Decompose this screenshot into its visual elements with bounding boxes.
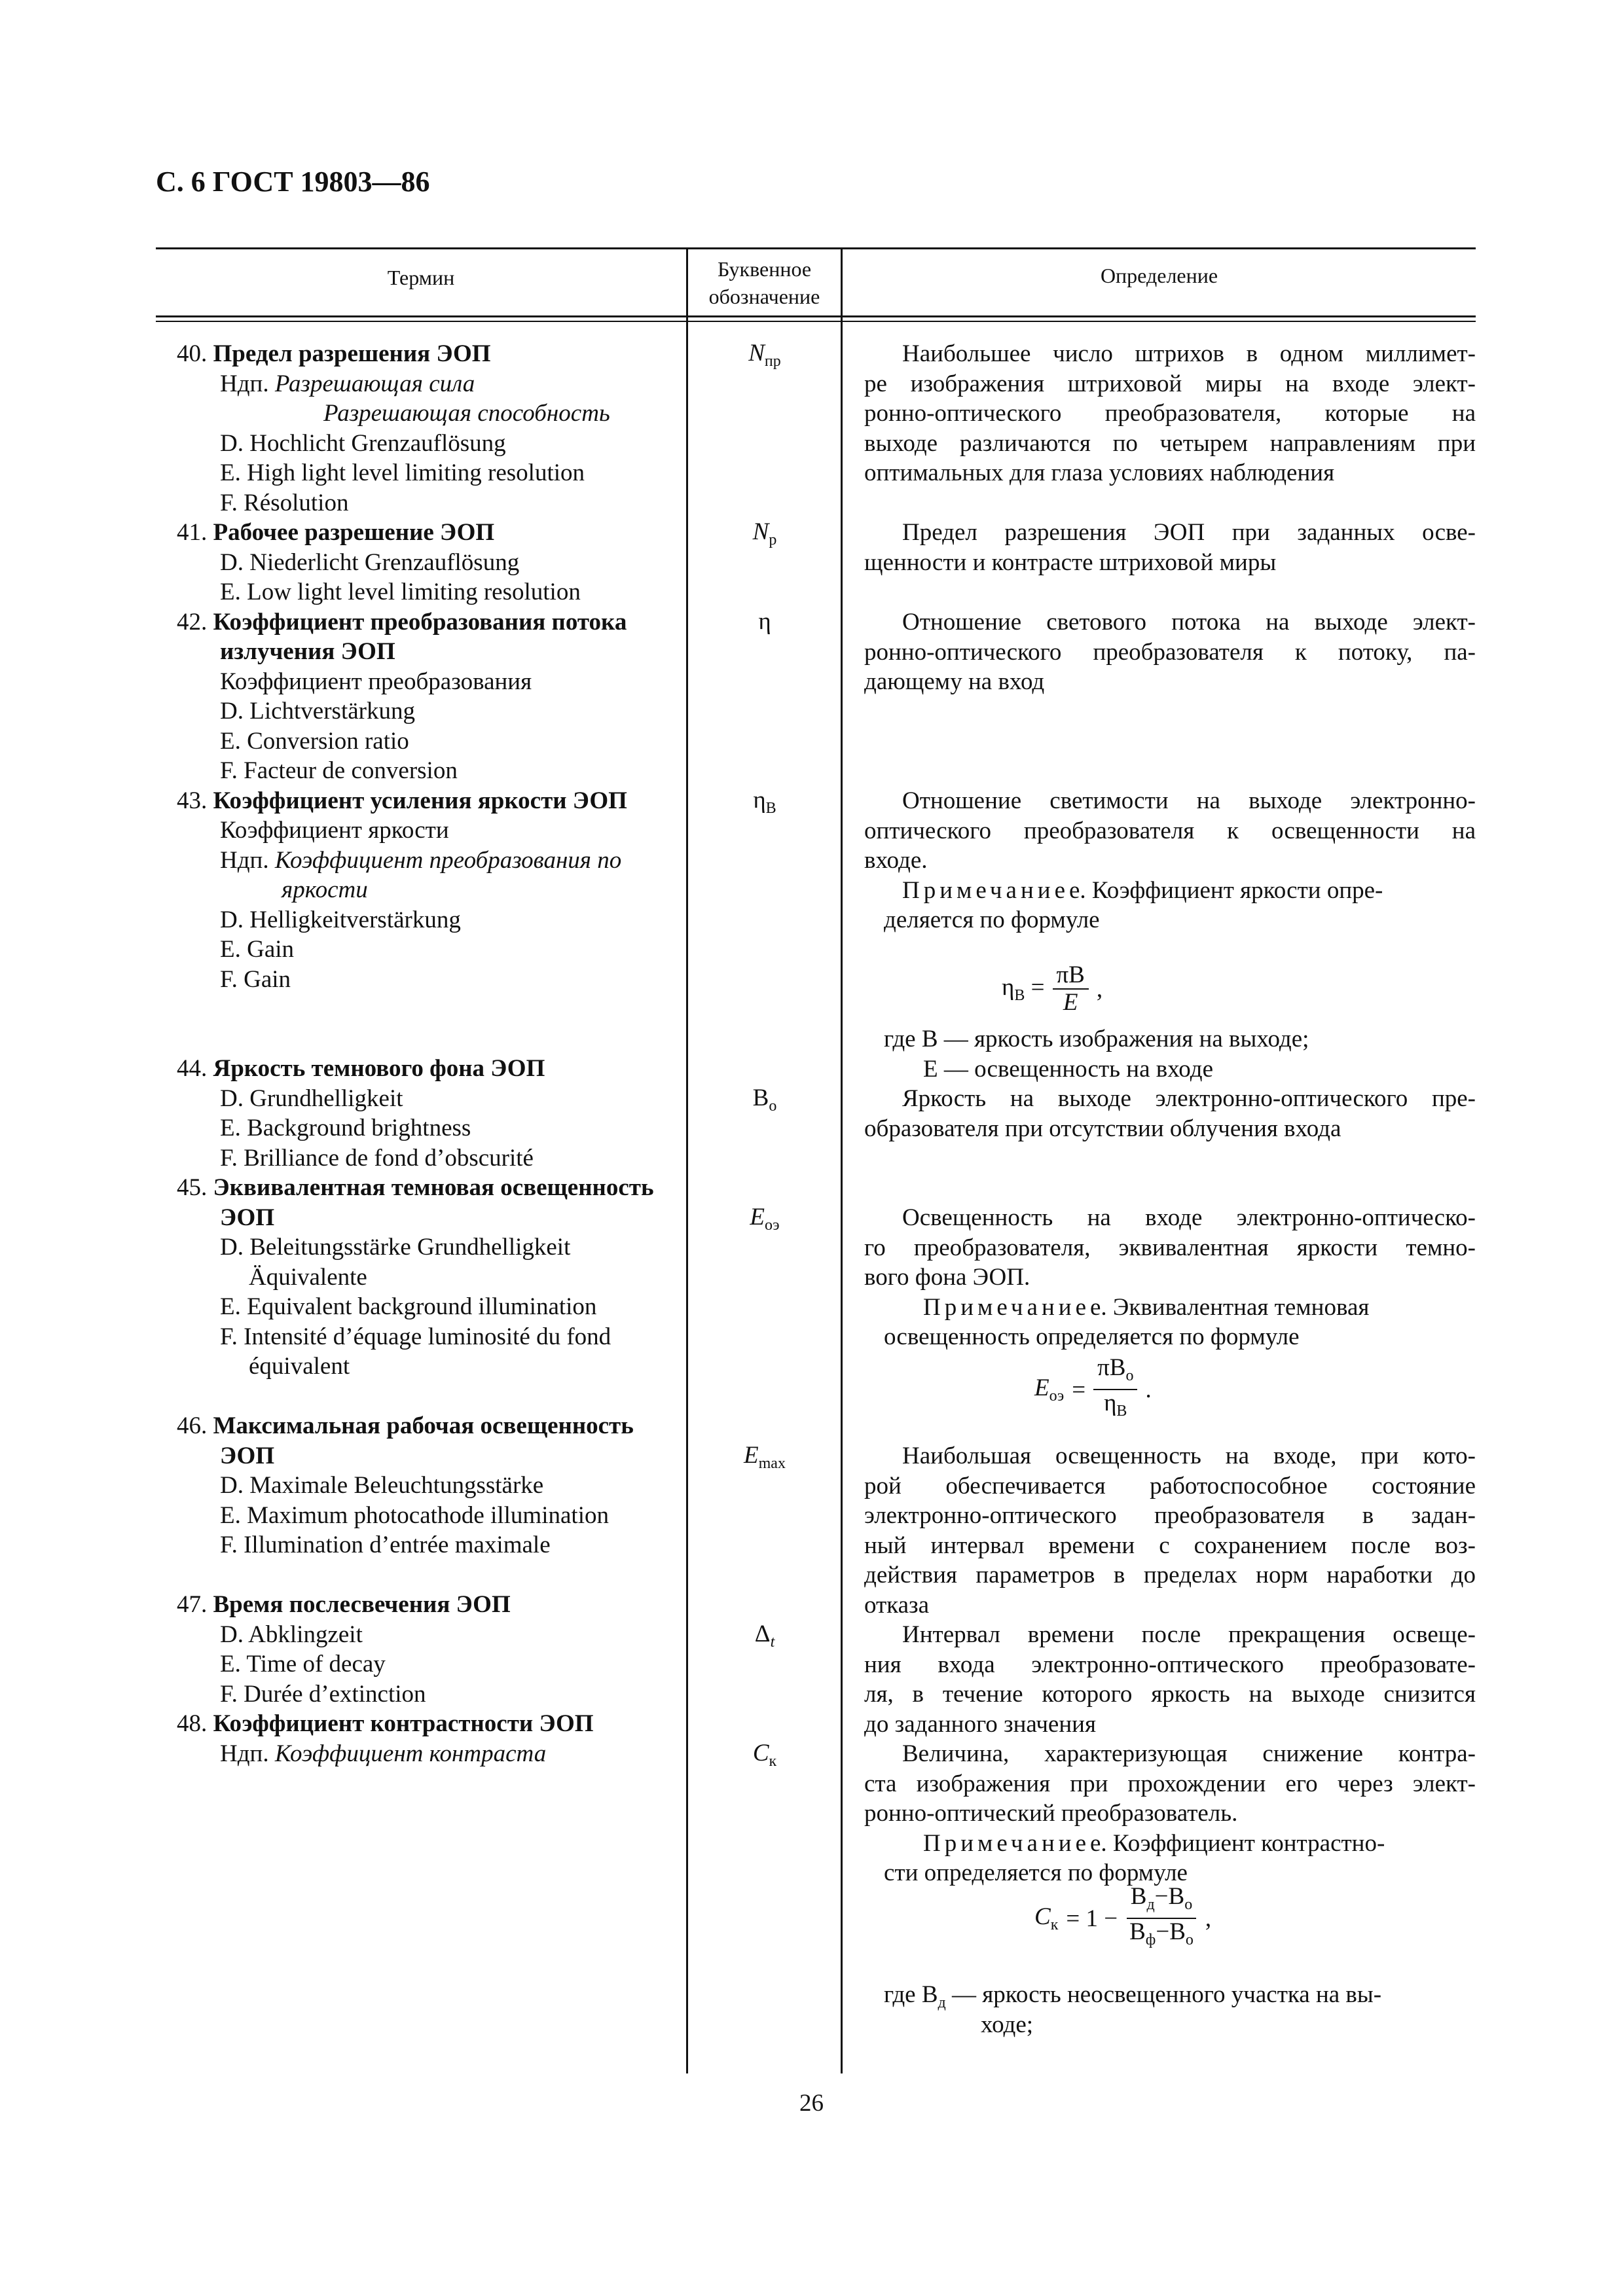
symbol-43: $\eta_В$	[753, 787, 776, 817]
table-header-rule-2	[156, 321, 1476, 322]
formula-43: $\eta_В$ = $\frac{\pi B}{E}$ ,	[1002, 961, 1103, 1016]
term-40-line: E. High light level limiting resolution	[220, 459, 585, 486]
term-42-title: 42. Коэффициент преобразования потока	[177, 608, 627, 636]
term-44-line: D. Grundhelligkeit	[220, 1085, 403, 1112]
term-43-line: Коэффициент яркости	[220, 817, 449, 844]
note-label: Примечание	[902, 876, 1069, 904]
term-40-line: Разрешающая способность	[323, 400, 610, 427]
term-46-line: F. Illumination d’entrée maximale	[220, 1532, 551, 1558]
page-number: 26	[799, 2090, 824, 2117]
term-47-line: E. Time of decay	[220, 1651, 386, 1677]
term-column	[177, 339, 687, 1768]
column-header-symbol: Буквенное обозначение	[708, 257, 820, 308]
term-47-line: F. Durée d’extinction	[220, 1680, 426, 1708]
term-45-line: ЭОП	[220, 1204, 275, 1231]
where-48: где $B_д$ — яркость неосвещенного участка на вы- ходе;	[884, 1981, 1382, 2038]
term-44-title: 44. Яркость темнового фона ЭОП	[177, 1055, 545, 1082]
term-48-title: 48. Коэффициент контрастности ЭОП	[177, 1710, 594, 1737]
definition-40: Наибольшее число штрихов в одном миллимет- ре изображения штриховой миры на входе элект- ронно-оптического преобразователя, которые на выходе различаются по четырем направлениям при оптимальных для глаза условиях наблюдения	[864, 340, 1476, 486]
term-40-title: 40. Предел разрешения ЭОП	[177, 340, 491, 367]
where-43: где B — яркость изображения на выходе; E — освещенность на входе	[884, 1026, 1309, 1083]
term-42-line: излучения ЭОП	[220, 638, 395, 665]
definition-43: Отношение светимости на выходе электронно- оптического преобразователя к освещенности на входе. Примечаниее. Коэффициент яркости опре- деляется по формуле	[864, 787, 1476, 933]
term-45-line: D. Beleitungsstärke Grundhelligkeit	[220, 1234, 571, 1261]
symbol-40: $N_{пр}$	[748, 340, 781, 370]
term-43-line: яркости	[282, 876, 368, 903]
term-43-line: E. Gain	[220, 936, 295, 963]
term-47-line: D. Abklingzeit	[220, 1621, 363, 1648]
definition-44: Яркость на выходе электронно-оптического пре- образователя при отсутствии облучения входа	[864, 1085, 1476, 1142]
term-45-line: Äquivalente	[249, 1263, 367, 1291]
column-header-definition: Определение	[1100, 264, 1218, 287]
symbol-44: $B_о$	[752, 1085, 777, 1115]
term-40-line: Ндп. Разрешающая сила	[220, 370, 475, 397]
term-40-line: D. Hochlicht Grenzauflösung	[220, 429, 506, 457]
column-header-term: Термин	[387, 266, 455, 289]
term-46-title: 46. Максимальная рабочая освещенность	[177, 1412, 634, 1439]
term-43-line: D. Helligkeitverstärkung	[220, 906, 461, 933]
term-45-line: F. Intensité d’équage luminosité du fond	[220, 1323, 611, 1350]
term-48-line: Ндп. Коэффициент контраста	[220, 1740, 547, 1767]
definition-46: Наибольшая освещенность на входе, при кото- рой обеспечивается работоспособное состояние электронно-оптического преобразователя в задан- ный интервал времени с сохранением после воз- действия параметров в пределах норм наработки до отказа	[864, 1443, 1476, 1619]
symbol-45: $E_{оэ}$	[750, 1204, 780, 1234]
term-44-line: F. Brilliance de fond d’obscurité	[220, 1144, 534, 1172]
term-40-line: F. Résolution	[220, 489, 349, 516]
term-42-line: Коэффициент преобразования	[220, 668, 532, 695]
term-46-line: D. Maximale Beleuchtungsstärke	[220, 1472, 544, 1499]
formula-48: $C_к$ = 1 − $\frac{B_д-B_о}{B_ф-B_о}$ ,	[1034, 1883, 1212, 1948]
term-45-title: 45. Эквивалентная темновая освещенность	[177, 1174, 654, 1201]
term-43-line: F. Gain	[220, 965, 291, 993]
definition-47: Интервал времени после прекращения освеще- ния входа электронно-оптического преобразовате- ля, в течение которого яркость на выходе снизится до заданного значения	[864, 1621, 1476, 1738]
term-44-line: E. Background brightness	[220, 1115, 471, 1141]
term-47-title: 47. Время послесвечения ЭОП	[177, 1591, 511, 1618]
term-43-title: 43. Коэффициент усиления яркости ЭОП	[177, 787, 627, 814]
term-42-line: F. Facteur de conversion	[220, 757, 458, 784]
term-46-line: ЭОП	[220, 1442, 275, 1469]
definition-41: Предел разрешения ЭОП при заданных осве- щенности и контрасте штриховой миры	[864, 519, 1476, 576]
term-45-line: équivalent	[249, 1353, 350, 1380]
table-top-rule	[156, 247, 1476, 249]
symbol-41: $N_р$	[752, 518, 777, 548]
term-46-line: E. Maximum photocathode illumination	[220, 1501, 609, 1529]
term-42-line: D. Lichtverstärkung	[220, 698, 415, 725]
definition-48: Величина, характеризующая снижение контра- ста изображения при прохождении его через элект- ронно-оптический преобразователь. Примечаниее. Коэффициент контрастно- сти определяется по формуле	[864, 1740, 1476, 1886]
symbol-42: η	[758, 608, 771, 635]
formula-45: $E_{оэ}$ = $\frac{\pi B_о}{\eta_В}$ .	[1034, 1354, 1152, 1420]
term-41-line: E. Low light level limiting resolution	[220, 579, 581, 605]
definition-45: Освещенность на входе электронно-оптическо- го преобразователя, эквивалентная яркости темно- вого фона ЭОП. Примечаниее. Эквивалентная темновая освещенность определяется по формуле	[864, 1204, 1476, 1350]
term-42-line: E. Conversion ratio	[220, 727, 409, 755]
page-header: С. 6 ГОСТ 19803—86	[156, 166, 430, 198]
symbol-48: $C_к$	[752, 1740, 777, 1770]
symbol-46: $E_{max}$	[744, 1442, 786, 1472]
table-header-rule	[156, 315, 1476, 317]
term-41-line: D. Niederlicht Grenzauflösung	[220, 548, 520, 576]
term-45-line: E. Equivalent background illumination	[220, 1293, 597, 1320]
definition-42: Отношение светового потока на выходе элект- ронно-оптического преобразователя к потоку, па- дающему на вход	[864, 609, 1476, 695]
symbol-47: $\Delta_t$	[754, 1621, 775, 1651]
term-41-title: 41. Рабочее разрешение ЭОП	[177, 519, 495, 546]
term-43-line: Ндп. Коэффициент преобразования по	[220, 846, 622, 874]
